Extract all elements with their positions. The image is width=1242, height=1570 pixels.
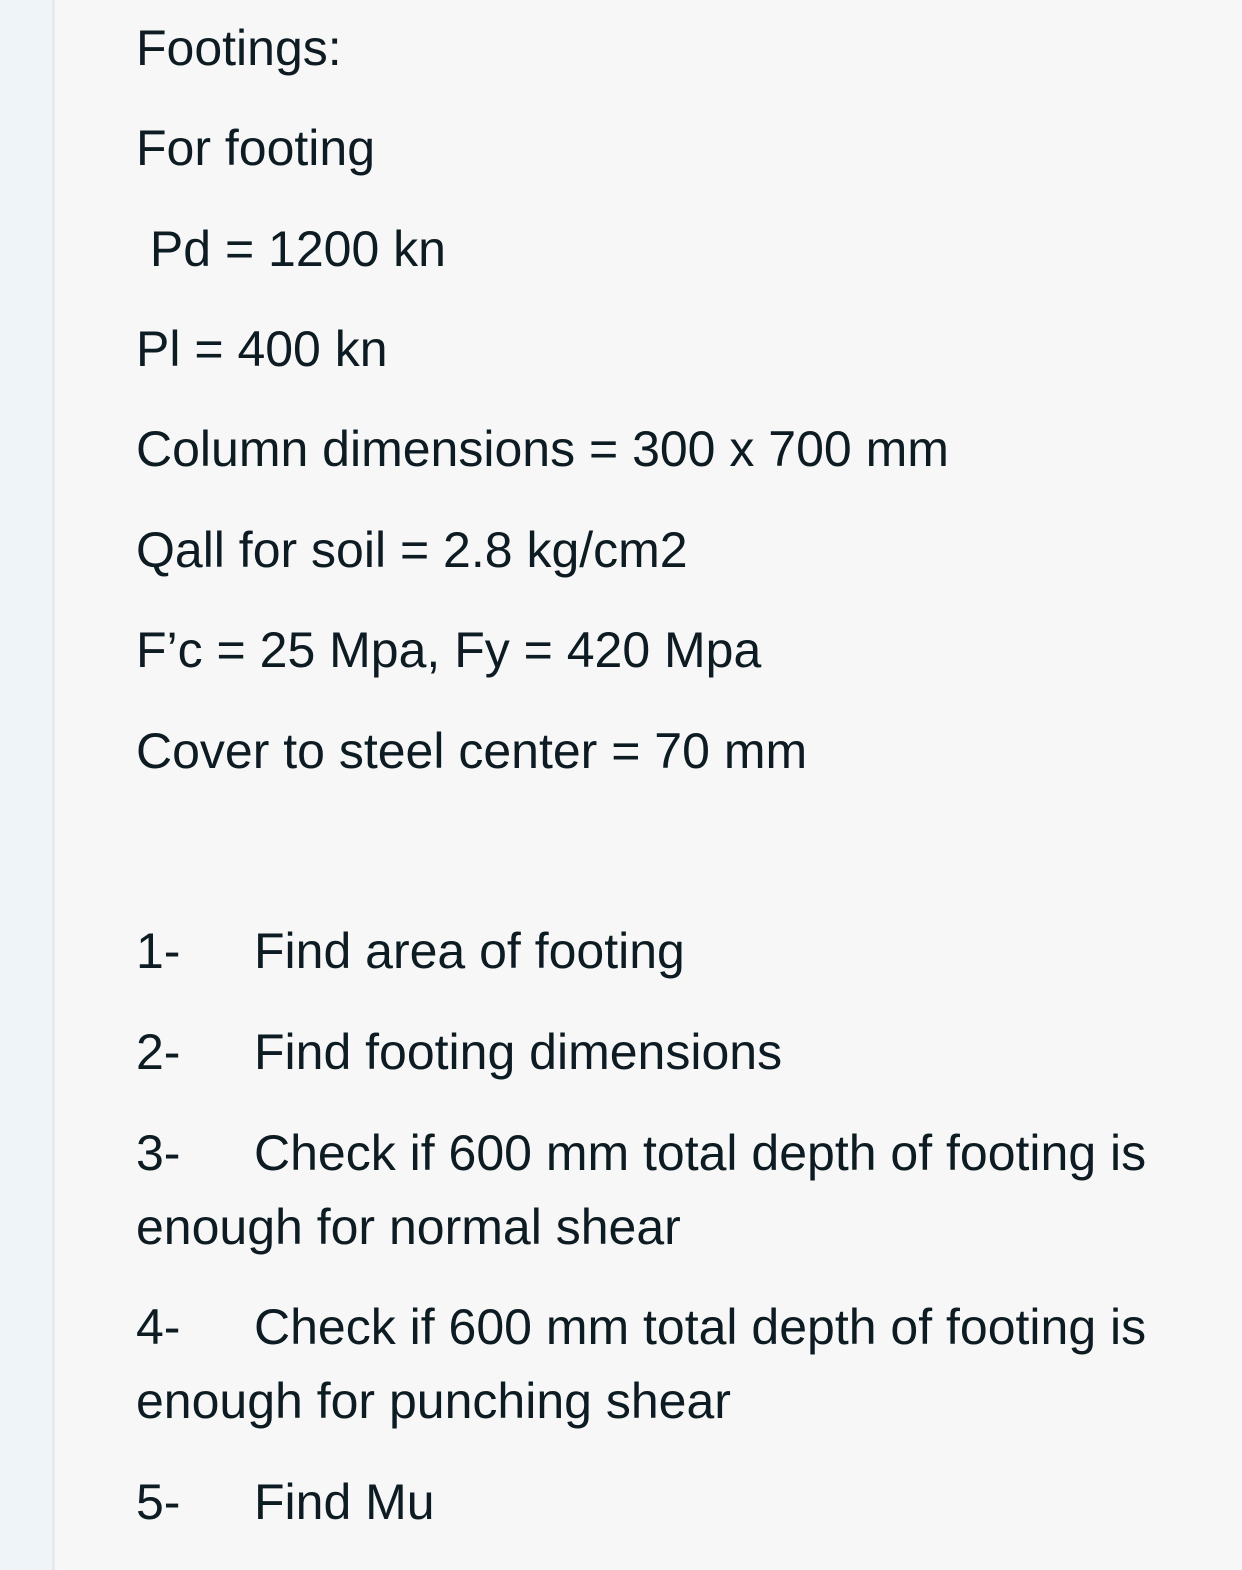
given-live-load: Pl = 400 kn <box>136 321 388 377</box>
list-item-text: Find Mu <box>254 1474 435 1530</box>
list-item-number: 4- <box>136 1299 181 1355</box>
list-item-text: Check if 600 mm total depth of footing is enough for punching shear <box>136 1299 1147 1429</box>
list-item-text: Check if 600 mm total depth of footing is enough for normal shear <box>136 1125 1147 1255</box>
list-item-number: 1- <box>136 923 181 979</box>
heading: Footings: <box>136 20 342 76</box>
given-cover: Cover to steel center = 70 mm <box>136 723 808 779</box>
left-margin-border <box>52 0 55 1570</box>
given-dead-load: Pd = 1200 kn <box>136 221 446 277</box>
left-margin-strip <box>0 0 52 1570</box>
list-item-text: Find footing dimensions <box>254 1024 783 1080</box>
intro-text: For footing <box>136 120 376 176</box>
given-column-dimensions: Column dimensions = 300 x 700 mm <box>136 421 949 477</box>
given-material-strengths: F’c = 25 Mpa, Fy = 420 Mpa <box>136 622 762 678</box>
list-item <box>136 1015 1196 1089</box>
list-item <box>136 914 1196 988</box>
list-item <box>136 1465 1196 1539</box>
list-item-number: 2- <box>136 1024 181 1080</box>
given-soil-capacity: Qall for soil = 2.8 kg/cm2 <box>136 522 688 578</box>
list-item <box>136 1290 1196 1438</box>
list-item <box>136 1116 1196 1264</box>
list-item-text: Find area of footing <box>254 923 685 979</box>
list-item-number: 5- <box>136 1474 181 1530</box>
list-item-number: 3- <box>136 1125 181 1181</box>
